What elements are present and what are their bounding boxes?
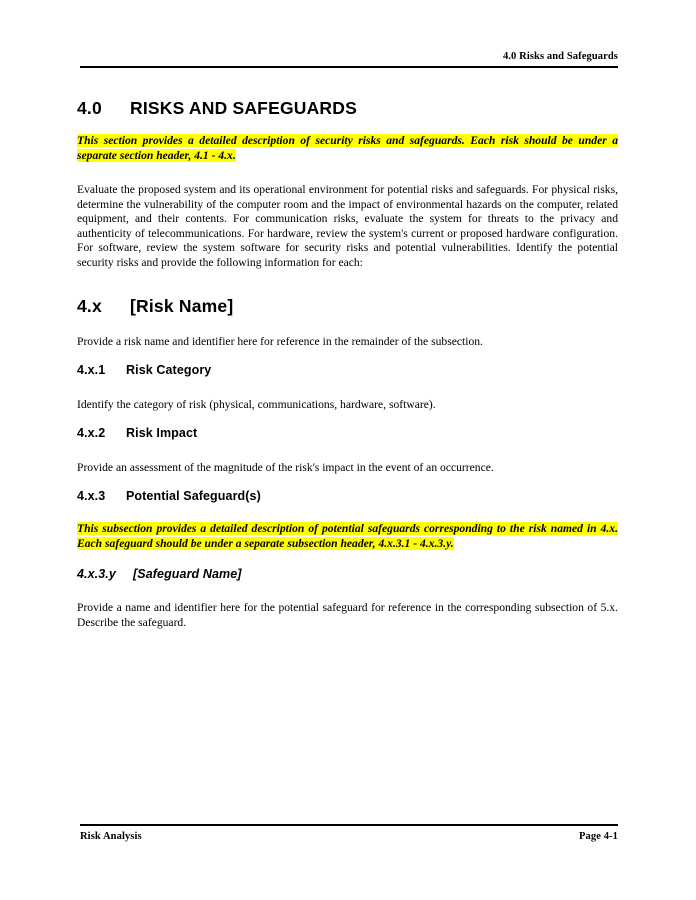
risk-impact-paragraph: Provide an assessment of the magnitude of the risk's impact in the event of an occurrence.	[77, 461, 494, 474]
intro-paragraph-block	[77, 183, 618, 271]
heading-risks-and-safeguards	[77, 98, 618, 119]
safeguards-note-block	[77, 522, 618, 551]
heading-number: 4.x.2	[77, 426, 106, 440]
footer-row	[80, 831, 618, 842]
heading-safeguard-name	[77, 567, 618, 581]
risk-category-paragraph: Identify the category of risk (physical, communications, hardware, software).	[77, 398, 436, 411]
heading-text: RISKS AND SAFEGUARDS	[130, 98, 357, 118]
heading-risk-name-block	[77, 296, 618, 317]
risk-impact-paragraph-block	[77, 461, 618, 476]
intro-note	[77, 134, 618, 163]
heading-number: 4.x.3.y	[77, 567, 116, 581]
heading-text: Risk Category	[126, 363, 212, 377]
intro-note-block	[77, 134, 618, 163]
heading-risk-impact	[77, 426, 618, 440]
risk-name-paragraph-block	[77, 335, 618, 350]
risk-category-paragraph-block	[77, 398, 618, 413]
intro-note-text: This section provides a detailed description of security risks and safeguards. Each risk should be under a separate section header, 4.1 - 4.x.	[77, 134, 618, 162]
heading-risks-and-safeguards-block	[77, 98, 618, 119]
heading-risk-impact-block	[77, 426, 618, 440]
page-header	[80, 50, 618, 68]
heading-text: Potential Safeguard(s)	[126, 489, 261, 503]
heading-risk-category	[77, 363, 618, 377]
heading-text: Risk Impact	[126, 426, 198, 440]
risk-name-paragraph: Provide a risk name and identifier here for reference in the remainder of the subsection.	[77, 335, 483, 348]
heading-number: 4.0	[77, 98, 102, 118]
footer-page-number: Page 4-1	[579, 831, 618, 842]
heading-number: 4.x.3	[77, 489, 106, 503]
header-section-label: 4.0 Risks and Safeguards	[502, 51, 618, 62]
heading-risk-name	[77, 296, 618, 317]
intro-paragraph: Evaluate the proposed system and its operational environment for potential risks and safeguards. For physical risks, determine the vulnerability of the computer room and the impact of environmental hazards on the computer, related equipment, and their contents. For communication risks, evaluate the system for threats to the privacy and authenticity of telecommunications. For hardware, review the system's current or proposed hardware configuration. For software, review the system software for security risks and potential vulnerabilities. Identify the potential security risks and provide the following information for each:	[77, 183, 618, 269]
heading-risk-category-block	[77, 363, 618, 377]
footer-rule	[80, 824, 618, 826]
page-footer	[80, 824, 618, 842]
heading-potential-safeguards	[77, 489, 618, 503]
heading-number: 4.x	[77, 296, 102, 316]
header-rule	[80, 66, 618, 68]
heading-potential-safeguards-block	[77, 489, 618, 503]
safeguard-name-paragraph: Provide a name and identifier here for the potential safeguard for reference in the corresponding subsection of 5.x. Describe the safeguard.	[77, 601, 618, 629]
heading-text: [Risk Name]	[130, 296, 234, 316]
safeguards-note	[77, 522, 618, 551]
heading-safeguard-name-block	[77, 567, 618, 581]
safeguards-note-text: This subsection provides a detailed description of potential safeguards corresponding to the risk named in 4.x. Each safeguard should be under a separate subsection header, 4.x.3.1 - 4.x.3.y.	[77, 522, 618, 550]
heading-text: [Safeguard Name]	[133, 567, 242, 581]
heading-number: 4.x.1	[77, 363, 106, 377]
footer-document-title: Risk Analysis	[80, 831, 142, 842]
safeguard-name-paragraph-block	[77, 601, 618, 630]
